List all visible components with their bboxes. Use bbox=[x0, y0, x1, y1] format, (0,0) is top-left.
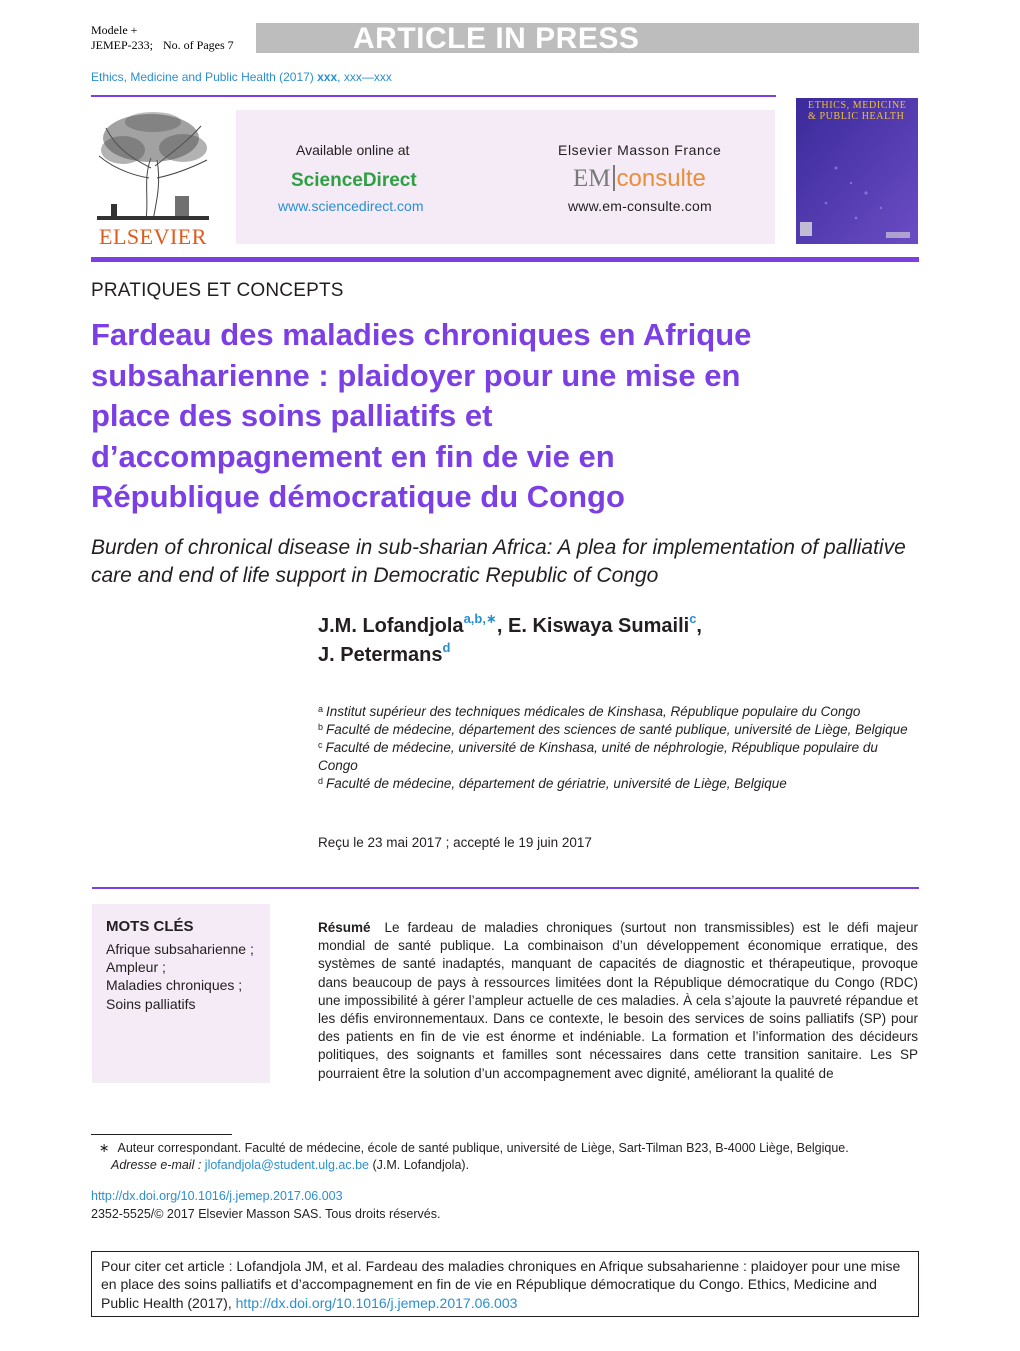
keyword-item: Afrique subsaharienne ; bbox=[106, 941, 254, 957]
running-header bbox=[91, 23, 244, 53]
sciencedirect-logo[interactable]: ScienceDirect bbox=[291, 170, 417, 191]
elsevier-masson-label: Elsevier Masson France bbox=[558, 142, 722, 158]
keyword-item: Maladies chroniques ; bbox=[106, 977, 243, 994]
doi-link[interactable]: http://dx.doi.org/10.1016/j.jemep.2017.06.003 bbox=[91, 1189, 343, 1203]
abstract-text: Le fardeau de maladies chroniques (surtout non transmissibles) est le défi majeur mondial de santé publique. La combinaison d’un développement économique erratique, des systèmes de santé inadaptés, manquant de capacités de diagnostic et thérapeutique, provoque dans beaucoup de pays à ressources limitées dont la République démocratique du Congo (RDC) une impossibilité à gérer l’ampleur actuelle de ces maladies. À cela s’ajoute la pauvreté répandue et les défis environnementaux. Dans ce contexte, le besoin des services de soins palliatifs (SP) pour des patients en fin de vie est énorme et indéniable. La formation et l’information des décideurs politiques, des soignants et familles sont nécessaires dans cette transition sanitaire. Les SP pourraient être la solution d’un accompagnement avec dignité, améliorant la qualité de bbox=[318, 920, 918, 1081]
page-count: No. of Pages 7 bbox=[163, 38, 234, 52]
author-name: J.M. Lofandjola bbox=[318, 615, 464, 637]
article-ref: JEMEP-233; bbox=[91, 38, 154, 52]
section-label: PRATIQUES ET CONCEPTS bbox=[91, 280, 344, 301]
corresponding-author-note: ∗ Auteur correspondant. Faculté de médecine, école de santé publique, université de Liège, Sart-Tilman B23, B-4000 Liège, Belgique. Adresse e-mail : jlofandjola@student.ulg.ac.be (J.M. Lofandjola). bbox=[99, 1141, 849, 1172]
abstract-rule bbox=[92, 887, 919, 889]
footnote-rule bbox=[91, 1134, 232, 1135]
header-rule bbox=[91, 95, 776, 97]
affiliation-item: $^d$ Faculté de médecine, département de gériatrie, université de Liège, Belgique bbox=[318, 776, 787, 791]
keyword-item: Ampleur ; bbox=[106, 959, 166, 976]
author-name: J. Petermans bbox=[318, 644, 443, 666]
author-affil-link[interactable]: c bbox=[689, 611, 697, 626]
journal-reference[interactable]: Ethics, Medicine and Public Health (2017) xxx, xxx—xxx bbox=[91, 70, 392, 84]
cover-title: ETHICS, MEDICINE & PUBLIC HEALTH bbox=[808, 100, 907, 122]
keywords-list bbox=[106, 940, 266, 1013]
author-affil-link[interactable]: d bbox=[442, 640, 451, 655]
abstract-label: Résumé bbox=[318, 920, 371, 935]
keywords-heading: MOTS CLÉS bbox=[106, 918, 194, 935]
elsevier-wordmark: ELSEVIER bbox=[99, 224, 207, 249]
footnote-marker: ∗ bbox=[99, 1141, 110, 1155]
article-title: Fardeau des maladies chroniques en Afrique subsaharienne : plaidoyer pour une mise en place des soins palliatifs et d’accompagnement en fin de vie en République démocratique du Congo bbox=[91, 317, 752, 514]
masthead-rule bbox=[91, 257, 919, 262]
affiliations bbox=[318, 703, 920, 793]
received-dates: Reçu le 23 mai 2017 ; accepté le 19 juin 2017 bbox=[318, 835, 592, 850]
model-label: Modele + bbox=[91, 23, 138, 37]
citation-text: Pour citer cet article : Lofandjola JM, et al. Fardeau des maladies chroniques en Afrique subsaharienne : plaidoyer pour une mise en place des soins palliatifs et d’accompagnement en fin de vie en République démocratique du Congo. Ethics, Medicine and Public Health (2017), http://dx.doi.org/10.1016/j.jemep.2017.06.003 bbox=[101, 1258, 901, 1311]
sciencedirect-link[interactable]: www.sciencedirect.com bbox=[278, 198, 424, 214]
copyright-line: 2352-5525/© 2017 Elsevier Masson SAS. Tous droits réservés. bbox=[91, 1207, 441, 1221]
article-in-press-banner: ARTICLE IN PRESS bbox=[256, 23, 919, 53]
em-consulte-logo[interactable]: EM consulte bbox=[573, 165, 706, 192]
author-affil-link[interactable]: a,b,∗ bbox=[463, 611, 497, 626]
available-online-label: Available online at bbox=[296, 142, 410, 158]
keyword-item: Soins palliatifs bbox=[106, 995, 196, 1012]
author-list: J.M. Lofandjola$^{a,b,∗}$, E. Kiswaya Sumaili$^c$, J. Petermans$^d$ bbox=[318, 611, 702, 666]
email-link[interactable]: jlofandjola@student.ulg.ac.be bbox=[204, 1158, 369, 1172]
affiliation-item: $^a$ Institut supérieur des techniques médicales de Kinshasa, République populaire du Congo bbox=[318, 704, 861, 719]
em-consulte-link[interactable]: www.em-consulte.com bbox=[568, 198, 712, 214]
author-name: E. Kiswaya Sumaili bbox=[507, 615, 690, 637]
affiliation-item: $^b$ Faculté de médecine, département des sciences de santé publique, université de Liège, Belgique bbox=[318, 722, 908, 737]
article-english-title: Burden of chronical disease in sub-sharian Africa: A plea for implementation of palliative care and end of life support in Democratic Republic of Congo bbox=[91, 536, 906, 587]
citation-doi-link[interactable]: http://dx.doi.org/10.1016/j.jemep.2017.06.003 bbox=[235, 1294, 518, 1311]
abstract bbox=[318, 919, 918, 1083]
affiliation-item: $^c$ Faculté de médecine, université de Kinshasa, unité de néphrologie, République populaire du Congo bbox=[318, 740, 878, 773]
